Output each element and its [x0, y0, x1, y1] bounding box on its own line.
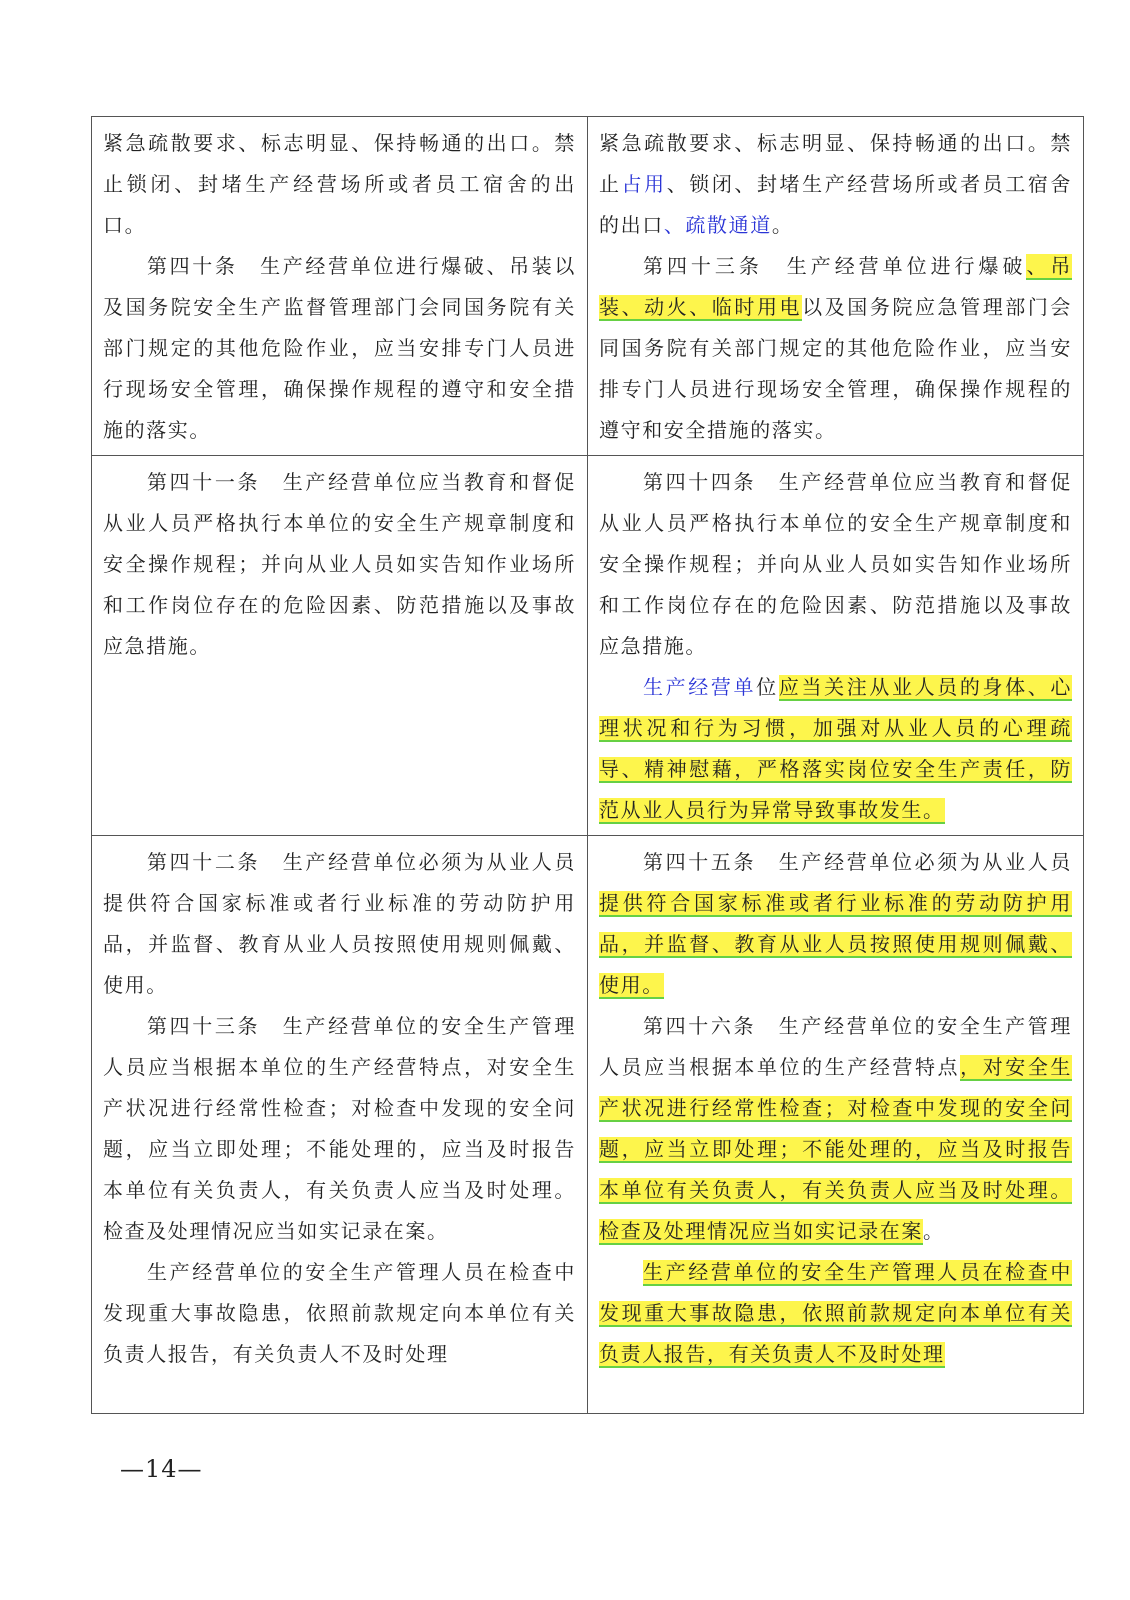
paragraph: 紧急疏散要求、标志明显、保持畅通的出口。禁止锁闭、封堵生产经营场所或者员工宿舍的出口。 — [103, 131, 576, 237]
comparison-table — [91, 116, 1084, 1414]
article-paragraph — [599, 842, 1072, 1006]
highlighted-text: 提供符合国家标准或者行业标准的劳动防护用品，并监督、教育从业人员按照使用规则佩戴、使用。 — [599, 891, 1072, 997]
paragraph — [599, 123, 1072, 246]
text-segment: 第四十五条 生产经营单位必须为从业人员 — [643, 850, 1072, 874]
paragraph — [599, 1252, 1072, 1375]
table-row — [92, 117, 1084, 456]
added-paragraph — [599, 667, 1072, 831]
added-text: 生产经营单 — [643, 675, 757, 699]
text-segment: 紧急疏散要求、标志明显、保持畅通的出口。禁止 — [599, 131, 1072, 196]
text-segment: 。 — [923, 1219, 945, 1243]
article-paragraph — [599, 1006, 1072, 1252]
original-text-cell — [92, 117, 588, 456]
original-text-cell — [92, 456, 588, 836]
revised-text-cell — [588, 836, 1084, 1414]
highlighted-text: 、吊装、动火、临时用电 — [599, 254, 1073, 319]
revised-text-cell — [588, 456, 1084, 836]
article-paragraph: 第四十三条 生产经营单位的安全生产管理人员应当根据本单位的生产经营特点，对安全生产状况进行经常性检查；对检查中发现的安全问题，应当立即处理；不能处理的，应当及时报告本单位有关负责人，有关负责人应当及时处理。检查及处理情况应当如实记录在案。 — [103, 1014, 576, 1243]
text-segment: 第四十六条 生产经营单位的安全生产管理人员应当根据本单位的生产经营特点 — [599, 1014, 1072, 1079]
revised-text-cell — [588, 117, 1084, 456]
article-paragraph: 第四十四条 生产经营单位应当教育和督促从业人员严格执行本单位的安全生产规章制度和安全操作规程；并向从业人员如实告知作业场所和工作岗位存在的危险因素、防范措施以及事故应急措施。 — [599, 470, 1072, 658]
highlighted-text: 生产经营单位的安全生产管理人员在检查中发现重大事故隐患，依照前款规定向本单位有关负责人报告，有关负责人不及时处理 — [599, 1260, 1072, 1366]
text-segment: 以及国务院应急管理部门会同国务院有关部门规定的其他危险作业，应当安排专门人员进行现场安全管理，确保操作规程的遵守和安全措施的落实。 — [599, 295, 1073, 442]
article-paragraph: 第四十条 生产经营单位进行爆破、吊装以及国务院安全生产监督管理部门会同国务院有关部门规定的其他危险作业，应当安排专门人员进行现场安全管理，确保操作规程的遵守和安全措施的落实。 — [103, 254, 576, 442]
text-segment: 、锁闭、封堵生产经营场所或者员工宿舍的出口 — [599, 172, 1072, 237]
article-paragraph: 第四十二条 生产经营单位必须为从业人员提供符合国家标准或者行业标准的劳动防护用品，并监督、教育从业人员按照使用规则佩戴、使用。 — [103, 850, 576, 997]
article-paragraph: 第四十一条 生产经营单位应当教育和督促从业人员严格执行本单位的安全生产规章制度和安全操作规程；并向从业人员如实告知作业场所和工作岗位存在的危险因素、防范措施以及事故应急措施。 — [103, 470, 576, 658]
page-number: —14— — [120, 1455, 203, 1483]
added-text: 占用 — [621, 172, 667, 196]
highlighted-text: ，对安全生产状况进行经常性检查；对检查中发现的安全问题，应当立即处理；不能处理的，应当及时报告本单位有关负责人，有关负责人应当及时处理。检查及处理情况应当如实记录在案 — [599, 1055, 1073, 1243]
added-text: 、疏散通道 — [663, 213, 772, 237]
text-segment: 第四十三条 生产经营单位进行爆破 — [643, 254, 1027, 278]
article-paragraph — [599, 246, 1072, 451]
table-row — [92, 456, 1084, 836]
highlighted-text: 应当关注从业人员的身体、心理状况和行为习惯，加强对从业人员的心理疏导、精神慰藉，严格落实岗位安全生产责任，防范从业人员行为异常导致事故发生。 — [599, 675, 1072, 822]
text-segment: 位 — [756, 675, 779, 699]
text-segment: 。 — [771, 213, 794, 237]
original-text-cell — [92, 836, 588, 1414]
paragraph: 生产经营单位的安全生产管理人员在检查中发现重大事故隐患，依照前款规定向本单位有关负责人报告，有关负责人不及时处理 — [103, 1260, 576, 1366]
table-row — [92, 836, 1084, 1414]
